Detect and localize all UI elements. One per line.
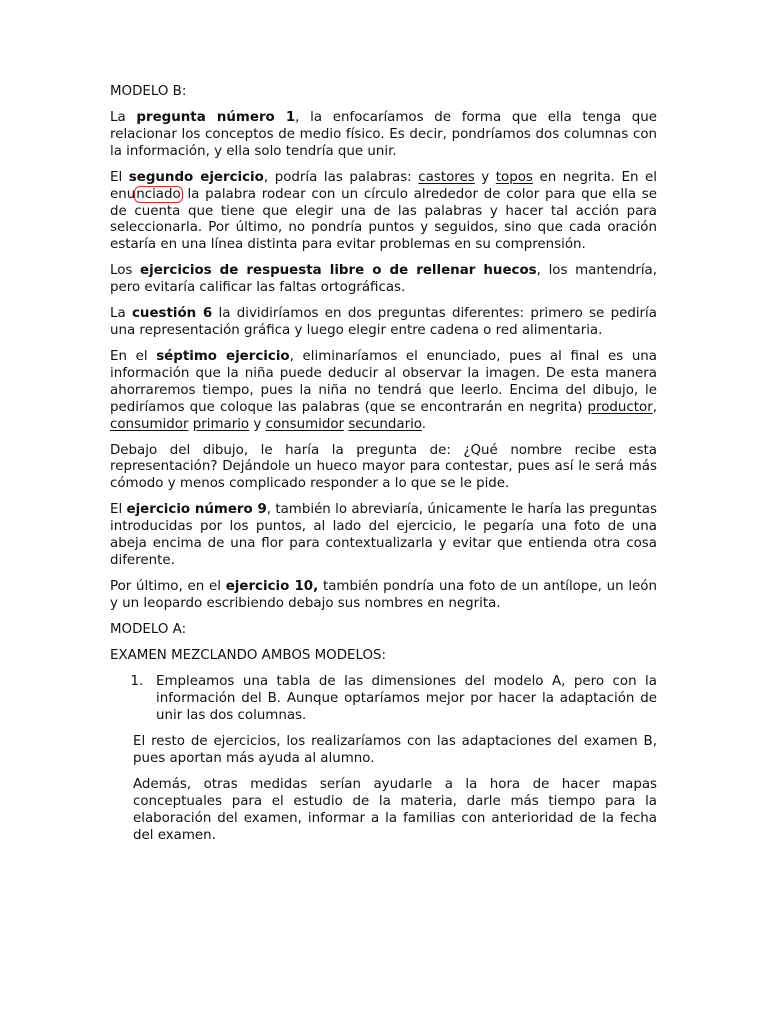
bold-term: séptimo ejercicio (156, 349, 290, 365)
paragraph-respuesta-libre (110, 263, 657, 297)
text: y (474, 169, 496, 185)
text: La (110, 110, 137, 126)
numbered-list (110, 674, 657, 724)
text: , (652, 399, 657, 415)
bold-term: ejercicio número 9 (126, 502, 267, 518)
underlined-word: castores (418, 169, 475, 185)
bold-term: ejercicios de respuesta libre o de rellenar huecos (140, 263, 537, 279)
text: El (110, 169, 129, 185)
text: y (249, 416, 266, 432)
bold-term: segundo ejercicio (128, 169, 264, 185)
paragraph-pregunta-1 (110, 110, 657, 160)
bold-term: ejercicio 10, (225, 579, 319, 595)
paragraph-ejercicio-10 (110, 579, 657, 613)
paragraph-ejercicio-9 (110, 502, 657, 569)
text: , eliminaríamos el enunciado, pues al final es una información que la niña puede deducir al observar la imagen. De esta manera ahorraremos tiempo, pues la niña no tendrá que leerlo. Encima del dibujo, le pediríamos que coloque las palabras (que se encontrarán en negrita) (110, 349, 658, 415)
heading-modelo-b: MODELO B: (110, 84, 187, 99)
text: , podría las palabras: (263, 169, 419, 185)
underlined-word: topos (495, 169, 533, 185)
heading-examen-mezclando: EXAMEN MEZCLANDO AMBOS MODELOS: (110, 648, 387, 664)
paragraph-cuestion-6 (110, 306, 657, 340)
text: , la enfocaríamos de forma que ella tenga que relacionar los conceptos de medio físico. Es decir, pondríamos dos columnas con la información, y ella solo tendría que unir. (110, 110, 657, 159)
underlined-word: productor (587, 399, 653, 415)
heading-modelo-a: MODELO A: (110, 622, 187, 638)
text: la palabra rodear con un círculo alrededor de color para que ella se de cuenta que tiene que elegir una de las palabras y hacer tal acción para seleccionarla. Por último, no pondría puntos y seguidos, sino que cada oración estaría en una línea distinta para evitar problemas en su comprensión. (110, 186, 657, 253)
underlined-word: secundario (348, 416, 422, 432)
text: Por último, en el (110, 579, 226, 595)
paragraph-septimo-ejercicio (110, 349, 657, 433)
text: El (110, 502, 127, 518)
list-item: 1. Empleamos una tabla de las dimensiones del modelo A, pero con la información del B. Aunque optaríamos mejor por hacer la adaptación de unir las dos columnas. (156, 674, 657, 724)
paragraph-segundo-ejercicio (110, 170, 657, 254)
underlined-word: consumidor (265, 416, 345, 432)
bold-term: cuestión 6 (131, 306, 213, 322)
text: En el (110, 349, 157, 365)
paragraph-resto-ejercicios: El resto de ejercicios, los realizaríamos con las adaptaciones del examen B, pues aportan más ayuda al alumno. (133, 734, 657, 766)
red-circle-annotation: nciado (136, 186, 181, 202)
paragraph-debajo-dibujo: Debajo del dibujo, le haría la pregunta de: ¿Qué nombre recibe esta representación? Dejándole un hueco mayor para contestar, pues así le será más cómodo y menos complicado responder a lo que se le pide. (110, 442, 657, 492)
text: , también lo abreviaría, únicamente le haría las preguntas introducidas por los puntos, al lado del ejercicio, le pegaría una foto de una abeja encima de una flor para contextualizarla y evitar que entienda otra cosa diferente. (110, 502, 657, 568)
text: también pondría una foto de un antílope, un león y un leopardo escribiendo debajo sus nombres en negrita. (110, 579, 657, 611)
text: Los (110, 263, 141, 279)
underlined-word: primario (192, 416, 250, 432)
text: . (421, 416, 427, 432)
underlined-word: consumidor (110, 416, 189, 432)
text: , los mantendría, pero evitaría calificar las faltas ortográficas. (110, 263, 658, 296)
paragraph-otras-medidas: Además, otras medidas serían ayudarle a la hora de hacer mapas conceptuales para el estudio de la materia, darle más tiempo para la elaboración del examen, informar a la familias con anterioridad de la fecha del examen. (133, 777, 657, 843)
text: La (110, 306, 132, 322)
text: la dividiríamos en dos preguntas diferentes: primero se pediría una representación gráfica y luego elegir entre cadena o red alimentaria. (110, 306, 657, 339)
text: en negrita. En el enu (110, 169, 657, 202)
document-page (110, 84, 657, 854)
bold-term: pregunta número 1 (136, 110, 296, 126)
